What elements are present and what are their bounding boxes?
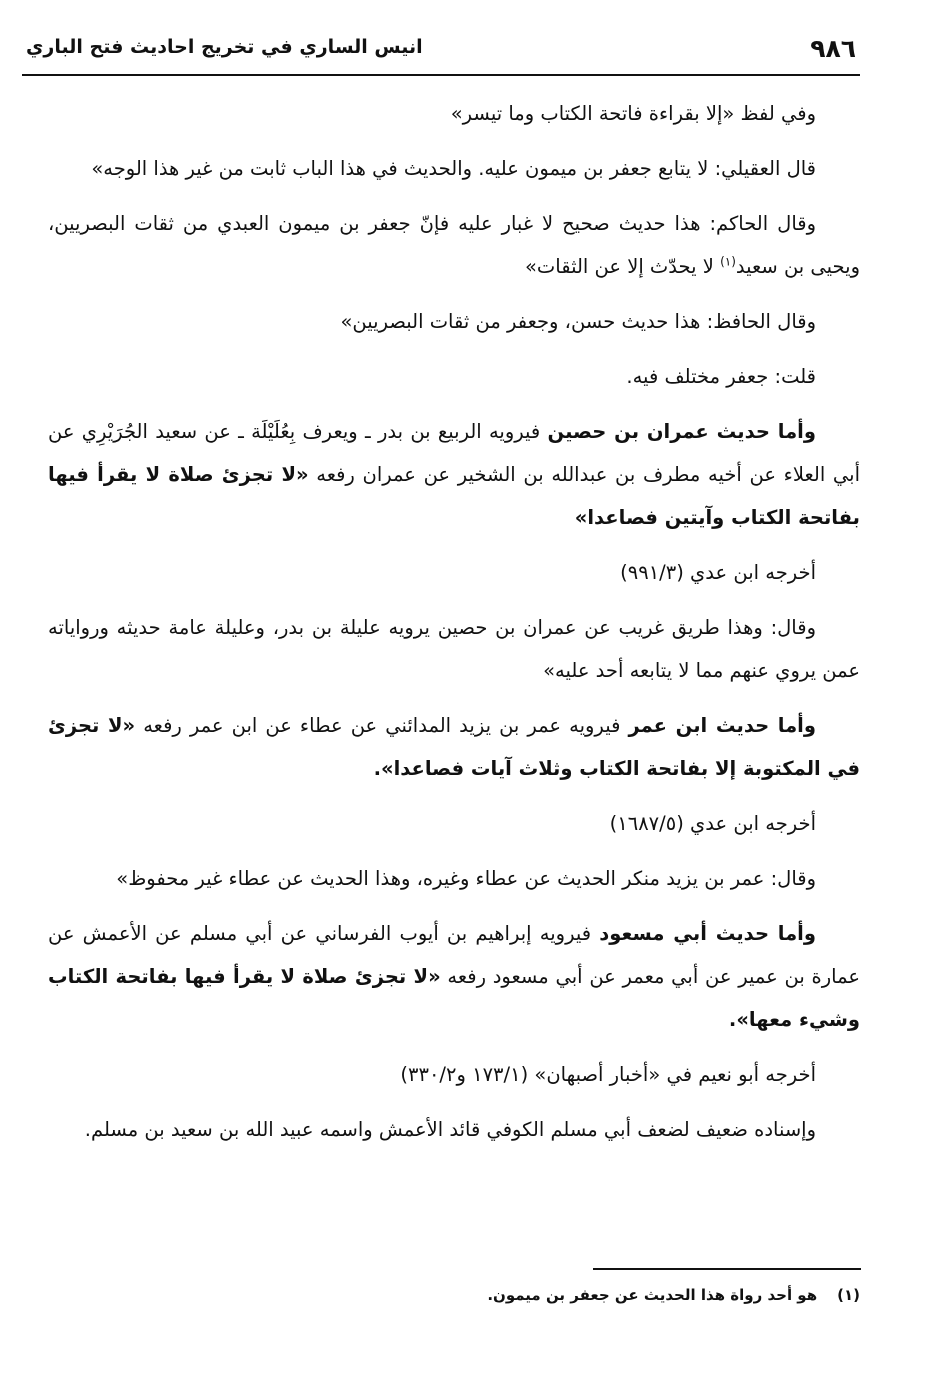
footnote-reference: (١) bbox=[720, 254, 736, 269]
paragraph bbox=[48, 551, 860, 594]
paragraph-text: وقال الحافظ: هذا حديث حسن، وجعفر من ثقات البصريين» bbox=[340, 310, 816, 333]
page-number: ٩٨٦ bbox=[810, 34, 856, 63]
paragraph-text: لا يحدّث إلا عن الثقات» bbox=[524, 255, 721, 278]
paragraph-text: أخرجه ابن عدي (١٦٨٧/٥) bbox=[609, 812, 816, 835]
section-lead: وأما حديث أبي مسعود bbox=[599, 922, 816, 945]
paragraph bbox=[48, 92, 860, 135]
paragraph-text: وقال الحاكم: هذا حديث صحيح لا غبار عليه فإنّ جعفر بن ميمون العبدي من ثقات البصريين، ويحيى بن سعيد bbox=[48, 212, 860, 278]
section-lead: وأما حديث ابن عمر bbox=[628, 714, 816, 737]
paragraph-text: فيرويه عمر بن يزيد المدائني عن عطاء عن ابن عمر رفعه bbox=[135, 714, 629, 737]
section-lead: وأما حديث عمران بن حصين bbox=[547, 420, 816, 443]
footnote-number: (١) bbox=[837, 1286, 860, 1304]
paragraph bbox=[48, 202, 860, 288]
paragraph bbox=[48, 300, 860, 343]
paragraph-text: قلت: جعفر مختلف فيه. bbox=[626, 365, 816, 388]
paragraph bbox=[48, 857, 860, 900]
paragraph-text: وقال: عمر بن يزيد منكر الحديث عن عطاء وغيره، وهذا الحديث عن عطاء غير محفوظ» bbox=[116, 867, 816, 890]
hadith-quote: «لا تجزئ صلاة لا يقرأ فيها بفاتحة الكتاب وشيء معها». bbox=[48, 965, 860, 1031]
paragraph bbox=[48, 1108, 860, 1151]
paragraph-text: وقال: وهذا طريق غريب عن عمران بن حصين يرويه عليلة بن بدر، وعليلة عامة حديثه ورواياته عمن يروي عنهم مما لا يتابعه أحد عليه» bbox=[48, 616, 860, 682]
paragraph-text: أخرجه أبو نعيم في «أخبار أصبهان» (١٧٣/١ و٣٣٠/٢) bbox=[400, 1063, 816, 1086]
footnote-text: هو أحد رواة هذا الحديث عن جعفر بن ميمون. bbox=[487, 1286, 818, 1304]
paragraph-text: وفي لفظ «إلا بقراءة فاتحة الكتاب وما تيسر» bbox=[450, 102, 816, 125]
paragraph bbox=[48, 606, 860, 692]
paragraph-text: قال العقيلي: لا يتابع جعفر بن ميمون عليه. والحديث في هذا الباب ثابت من غير هذا الوجه» bbox=[91, 157, 816, 180]
paragraph bbox=[48, 704, 860, 790]
paragraph-text: وإسناده ضعيف لضعف أبي مسلم الكوفي قائد الأعمش واسمه عبيد الله بن سعيد بن مسلم. bbox=[84, 1118, 816, 1141]
paragraph bbox=[48, 147, 860, 190]
page-header bbox=[22, 30, 860, 76]
paragraph bbox=[48, 912, 860, 1041]
footnote bbox=[48, 1282, 860, 1308]
paragraph bbox=[48, 410, 860, 539]
paragraph bbox=[48, 802, 860, 845]
hadith-quote: «لا تجزئ في المكتوبة إلا بفاتحة الكتاب وثلاث آيات فصاعدا». bbox=[48, 714, 860, 780]
paragraph bbox=[48, 1053, 860, 1096]
footnote-divider bbox=[593, 1268, 861, 1270]
main-text bbox=[48, 92, 860, 1163]
paragraph-text: فيرويه الربيع بن بدر ـ ويعرف بِعُلَيْلَة ـ عن سعيد الجُرَيْرِي عن أبي العلاء عن أخيه مطرف بن عبدالله بن الشخير عن عمران رفعه bbox=[48, 420, 861, 486]
paragraph-text: أخرجه ابن عدي (٩٩١/٣) bbox=[620, 561, 816, 584]
hadith-quote: «لا تجزئ صلاة لا يقرأ فيها بفاتحة الكتاب وآيتين فصاعدا» bbox=[48, 463, 860, 529]
running-title: انيس الساري في تخريج احاديث فتح الباري bbox=[26, 36, 423, 58]
paragraph bbox=[48, 355, 860, 398]
paragraph-text: فيرويه إبراهيم بن أيوب الفرساني عن أبي مسلم عن الأعمش عن عمارة بن عمير عن أبي معمر عن أبي مسعود رفعه bbox=[48, 922, 860, 988]
